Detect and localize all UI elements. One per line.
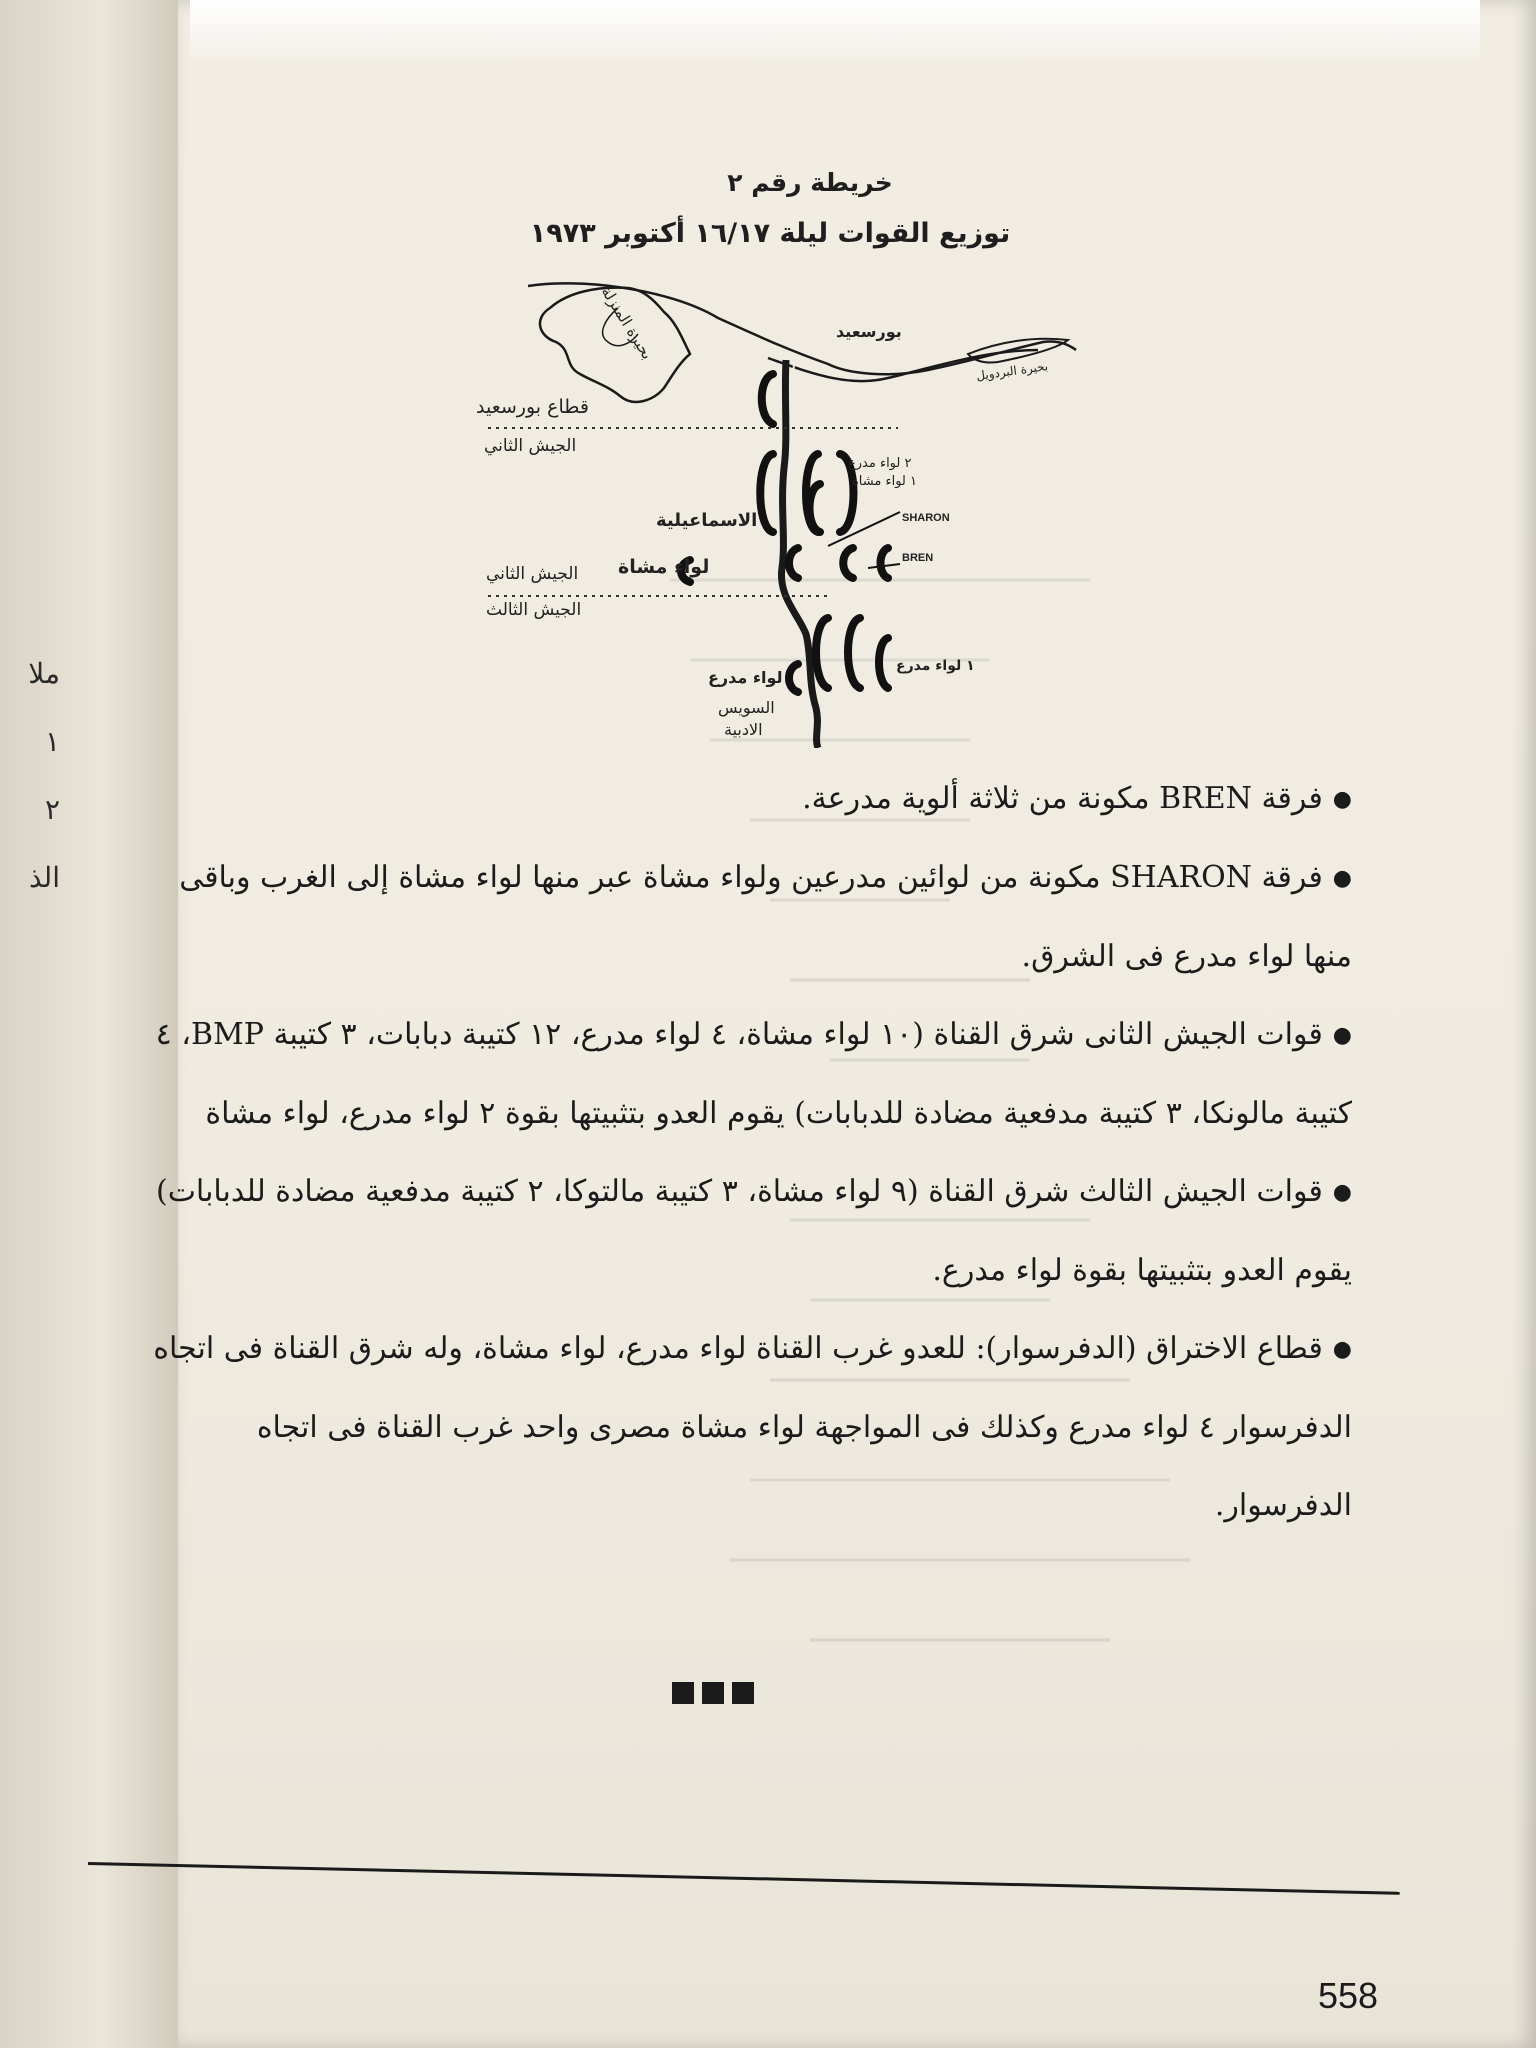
map-label-port-said: بورسعيد bbox=[836, 322, 902, 341]
body-text bbox=[150, 760, 1380, 1545]
paragraph-second-army bbox=[150, 996, 1380, 1153]
end-square-icon bbox=[672, 1682, 694, 1704]
map-label-adabiya: الادبية bbox=[724, 720, 763, 739]
bullet-icon: ● bbox=[1332, 866, 1352, 891]
left-page-edge-text bbox=[0, 640, 60, 912]
paragraph-text: فرقة SHARON مكونة من لوائين مدرعين ولواء مشاة عبر منها لواء مشاة إلى الغرب وباقى منها لواء مدرع فى الشرق. bbox=[179, 860, 1352, 974]
left-fragment: ملا bbox=[28, 657, 60, 690]
end-square-icon bbox=[732, 1682, 754, 1704]
left-fragment: ١ bbox=[44, 725, 60, 758]
page-number: 558 bbox=[1318, 1975, 1379, 2016]
section-end-mark bbox=[668, 1682, 788, 1710]
page-top-strip bbox=[190, 0, 1480, 58]
bullet-icon: ● bbox=[1332, 787, 1352, 812]
map-label-second-army-bottom: الجيش الثاني bbox=[486, 564, 579, 584]
map-label-infantry-brigade-west: لواء مشاة bbox=[618, 556, 710, 578]
bullet-icon: ● bbox=[1332, 1337, 1352, 1362]
paragraph-text: قوات الجيش الثالث شرق القناة (٩ لواء مشاة، ٣ كتيبة مالتوكا، ٢ كتيبة مدفعية مضادة للدبابات) يقوم العدو بتثبيتها بقوة لواء مدرع. bbox=[155, 1174, 1352, 1288]
paragraph-text: قطاع الاختراق (الدفرسوار): للعدو غرب القناة لواء مدرع، لواء مشاة، وله شرق القناة فى اتجاه الدفرسوار ٤ لواء مدرع وكذلك فى المواجهة لواء مشاة مصرى واحد غرب القناة فى اتجاه الدفرسوار. bbox=[153, 1331, 1352, 1523]
paragraph-text: فرقة BREN مكونة من ثلاثة ألوية مدرعة. bbox=[802, 781, 1323, 816]
map-subtitle: توزيع القوات ليلة ١٦/١٧ أكتوبر ١٩٧٣ bbox=[529, 218, 1011, 249]
map-label-armored-brigade-east: ١ لواء مدرع bbox=[896, 658, 975, 674]
suez-canal-map bbox=[468, 278, 1078, 748]
left-fragment: ٢ bbox=[44, 793, 60, 826]
map-label-third-army: الجيش الثالث bbox=[486, 600, 582, 620]
paragraph-bren bbox=[150, 760, 1380, 839]
map-label-sharon: SHARON bbox=[902, 512, 950, 524]
map-label-manzala-lake: بحيرة المنزلة bbox=[597, 283, 657, 363]
map-label-infantry-brigade-east: ١ لواء مشاة bbox=[852, 474, 917, 489]
map-label-port-said-sector: قطاع بورسعيد bbox=[476, 396, 589, 418]
end-square-icon bbox=[702, 1682, 724, 1704]
map-label-armored-brigade-west: لواء مدرع bbox=[708, 668, 783, 687]
map-title: خريطة رقم ٢ bbox=[727, 168, 893, 197]
map-label-bardawil-lake: بحيرة البردويل bbox=[975, 359, 1049, 383]
bullet-icon: ● bbox=[1332, 1180, 1352, 1205]
map-label-bren: BREN bbox=[902, 552, 934, 564]
map-label-second-army-top: الجيش الثاني bbox=[484, 436, 577, 456]
map-label-ismailia: الاسماعيلية bbox=[656, 510, 758, 531]
map-label-suez: السويس bbox=[718, 698, 775, 717]
left-fragment: الذ bbox=[28, 861, 60, 894]
paragraph-third-army bbox=[150, 1153, 1380, 1310]
paragraph-deversoir-sector bbox=[150, 1310, 1380, 1545]
map-label-armored-brigades: ٢ لواء مدرع bbox=[848, 456, 912, 471]
paragraph-text: قوات الجيش الثانى شرق القناة (١٠ لواء مشاة، ٤ لواء مدرع، ١٢ كتيبة دبابات، ٣ كتيبة BMP، ٤ كتيبة مالونكا، ٣ كتيبة مدفعية مضادة للدبابات) يقوم العدو بتثبيتها بقوة ٢ لواء مدرع، لواء مشاة bbox=[155, 1017, 1352, 1131]
paragraph-sharon bbox=[150, 839, 1380, 996]
bullet-icon: ● bbox=[1332, 1023, 1352, 1048]
